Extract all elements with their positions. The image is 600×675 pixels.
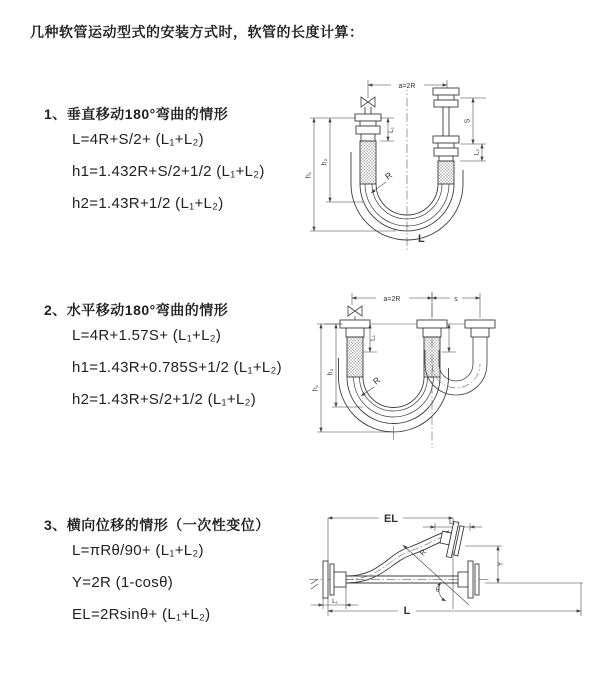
valve-icon xyxy=(348,306,362,316)
section-1-formula-h1: h1=1.432R+S/2+1/2 (L₁+L₂) xyxy=(72,163,265,180)
dim-label-h2: h₂ xyxy=(321,158,329,166)
dim-label-r: R xyxy=(370,374,382,387)
dim-label-theta: θ xyxy=(436,587,440,594)
section-2-formula-h2: h2=1.43R+S/2+1/2 (L₁+L₂) xyxy=(72,391,257,408)
dim-L xyxy=(328,583,581,616)
valve-icon xyxy=(361,97,375,107)
dim-label-h1: h₁ xyxy=(305,171,313,179)
section-1-formula-L: L=4R+S/2+ (L₁+L₂) xyxy=(72,131,204,148)
dim-label-l1: L₁ xyxy=(388,127,395,133)
section-2-heading: 2、水平移动180°弯曲的情形 xyxy=(44,302,229,318)
moved-fitting xyxy=(465,320,495,337)
dim-EL xyxy=(328,518,453,609)
dim-label-l: L xyxy=(403,605,411,617)
dim-label-l1-bottom: L₁ xyxy=(332,598,338,605)
left-fitting xyxy=(355,114,381,141)
section-3-formula-EL: EL=2Rsinθ+ (L₁+L₂) xyxy=(72,606,211,623)
section-3-formula-L: L=πRθ/90+ (L₁+L₂) xyxy=(72,542,204,559)
right-flange-straight xyxy=(458,561,479,598)
section-3-heading: 3、横向位移的情形（一次性变位） xyxy=(44,517,270,533)
section-1-heading: 1、垂直移动180°弯曲的情形 xyxy=(44,106,229,122)
section-2-formula-L: L=4R+1.57S+ (L₁+L₂) xyxy=(72,327,222,344)
left-hose-braid xyxy=(347,337,363,377)
dim-label-a2r: a=2R xyxy=(383,296,401,303)
middle-hose-braid xyxy=(424,337,440,377)
right-fitting-bottom xyxy=(433,136,459,161)
right-hose-braid xyxy=(438,161,454,184)
dim-label-s: s xyxy=(454,296,458,303)
section-2-formula-h1: h1=1.43R+0.785S+1/2 (L₁+L₂) xyxy=(72,359,282,376)
dim-label-a2r: a=2R xyxy=(398,83,416,90)
left-flange xyxy=(323,561,346,598)
left-fitting xyxy=(340,320,370,337)
dim-label-l: L xyxy=(418,233,425,245)
dim-label-h2: h₂ xyxy=(327,368,335,376)
diagram-vertical-180-bend xyxy=(300,72,590,262)
dim-label-el: EL xyxy=(383,513,399,525)
diagram-lateral-displacement xyxy=(295,503,600,653)
dim-label-l1: L₁ xyxy=(369,335,377,341)
dim-label-y: Y xyxy=(497,561,505,567)
dim-label-l2: L₂ xyxy=(473,148,481,156)
dim-label-r: R xyxy=(383,169,395,182)
dim-label-l1-top: L₁ xyxy=(449,519,455,526)
dim-label-s: S xyxy=(464,118,472,124)
section-1-formula-h2: h2=1.43R+1/2 (L₁+L₂) xyxy=(72,195,224,212)
break-mark xyxy=(311,579,318,589)
middle-fitting xyxy=(417,320,447,337)
section-3-formula-Y: Y=2R (1-cosθ) xyxy=(72,574,174,591)
dim-Y xyxy=(465,546,583,583)
diagram-horizontal-180-bend xyxy=(303,288,593,458)
dim-label-h1: h₁ xyxy=(312,384,320,392)
page-title: 几种软管运动型式的安装方式时，软管的长度计算： xyxy=(30,24,364,40)
left-hose-braid xyxy=(360,141,376,184)
dim-label-r: R xyxy=(417,547,429,558)
right-fitting-top xyxy=(433,88,459,107)
